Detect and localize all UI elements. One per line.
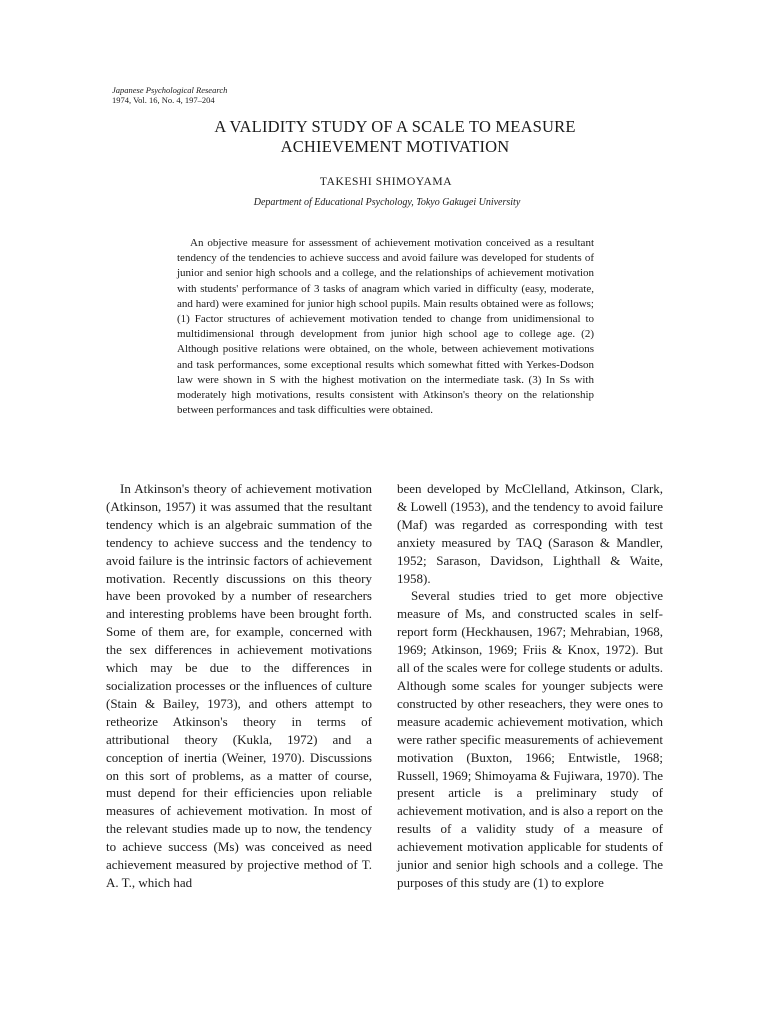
body-paragraph: In Atkinson's theory of achievement motivation (Atkinson, 1957) it was assumed that the resultant tendency which is an algebraic summation of the tendency to achieve success and the tendency to avoid failure is the intrinsic factors of achievement motivation. Recently discussions on this theory have been provoked by a number of researchers and interesting problems have been brought forth. Some of them are, for example, concerned with the sex differences in achievement motivations which may be due to the differences in socialization processes or the influences of culture (Stain & Bailey, 1973), and others attempt to retheorize Atkinson's theory in terms of attributional theory (Kukla, 1972) and a conception of inertia (Weiner, 1970). Discussions on this sort of problems, as a matter of course, must depend for their efficiencies upon reliable measures of achievement motivation. In most of the relevant studies made up to now, the tendency to achieve success (Ms) was conceived as need achievement measured by projective method of T. A. T., which had [106,481,372,890]
body-paragraph: Several studies tried to get more objective measure of Ms, and constructed scales in self-report form (Heckhausen, 1967; Mehrabian, 1968, 1969; Atkinson, 1969; Friis & Knox, 1972). But all of the scales were for college students or adults. Although some scales for younger subjects were constructed by other reseachers, they were ones to measure academic achievement motivation, which were rather specific measurements of achievement motivation (Buxton, 1966; Entwistle, 1968; Russell, 1969; Shimoyama & Fujiwara, 1970). The present article is a preliminary study of achievement motivation, and is also a report on the results of a validity study of a measure of achievement motivation applicable for students of junior and senior high schools and a college. The purposes of this study are (1) to explore [397,588,663,890]
body-left-column [106,480,372,892]
author-name: TAKESHI SHIMOYAMA [319,176,453,188]
body-paragraph-continued: been developed by McClelland, Atkinson, Clark, & Lowell (1953), and the tendency to avoid failure (Maf) was regarded as corresponding with test anxiety measured by TAQ (Sarason & Mandler, 1952; Sarason, Davidson, Lighthall & Waite, 1958). [397,481,663,586]
abstract: An objective measure for assessment of achievement motivation conceived as a resultant tendency of the tendencies to achieve success and avoid failure was developed for students of junior and senior high schools and a college, and the relationships of achievement motivation with students' performance of 3 tasks of anagram which varied in difficulty (easy, moderate, and hard) were examined for junior high school pupils. Main results obtained were as follows; (1) Factor structures of achievement motivation tended to change from unidimensional to multidimensional through development from junior high school age to college age. (2) Although positive relations were obtained, on the whole, between achievement motivations and task performances, some exceptional results which somewhat fitted with Yerkes-Dodson law were shown in S with the highest motivation on the intermediate task. (3) In Ss with moderately high motivations, results consistent with Atkinson's theory on the relationship between performances and task difficulties were obtained. [177,237,594,417]
title-line-1: A VALIDITY STUDY OF A SCALE TO MEASURE [214,117,576,136]
journal-volume-info: 1974, Vol. 16, No. 4, 197–204 [112,94,215,105]
author-affiliation: Department of Educational Psychology, Tokyo Gakugei University [253,197,521,208]
body-right-column [397,480,663,892]
title-line-2: ACHIEVEMENT MOTIVATION [280,137,510,156]
journal-info [112,86,312,105]
journal-name: Japanese Psychological Research [112,85,228,95]
paper-title [100,117,690,157]
